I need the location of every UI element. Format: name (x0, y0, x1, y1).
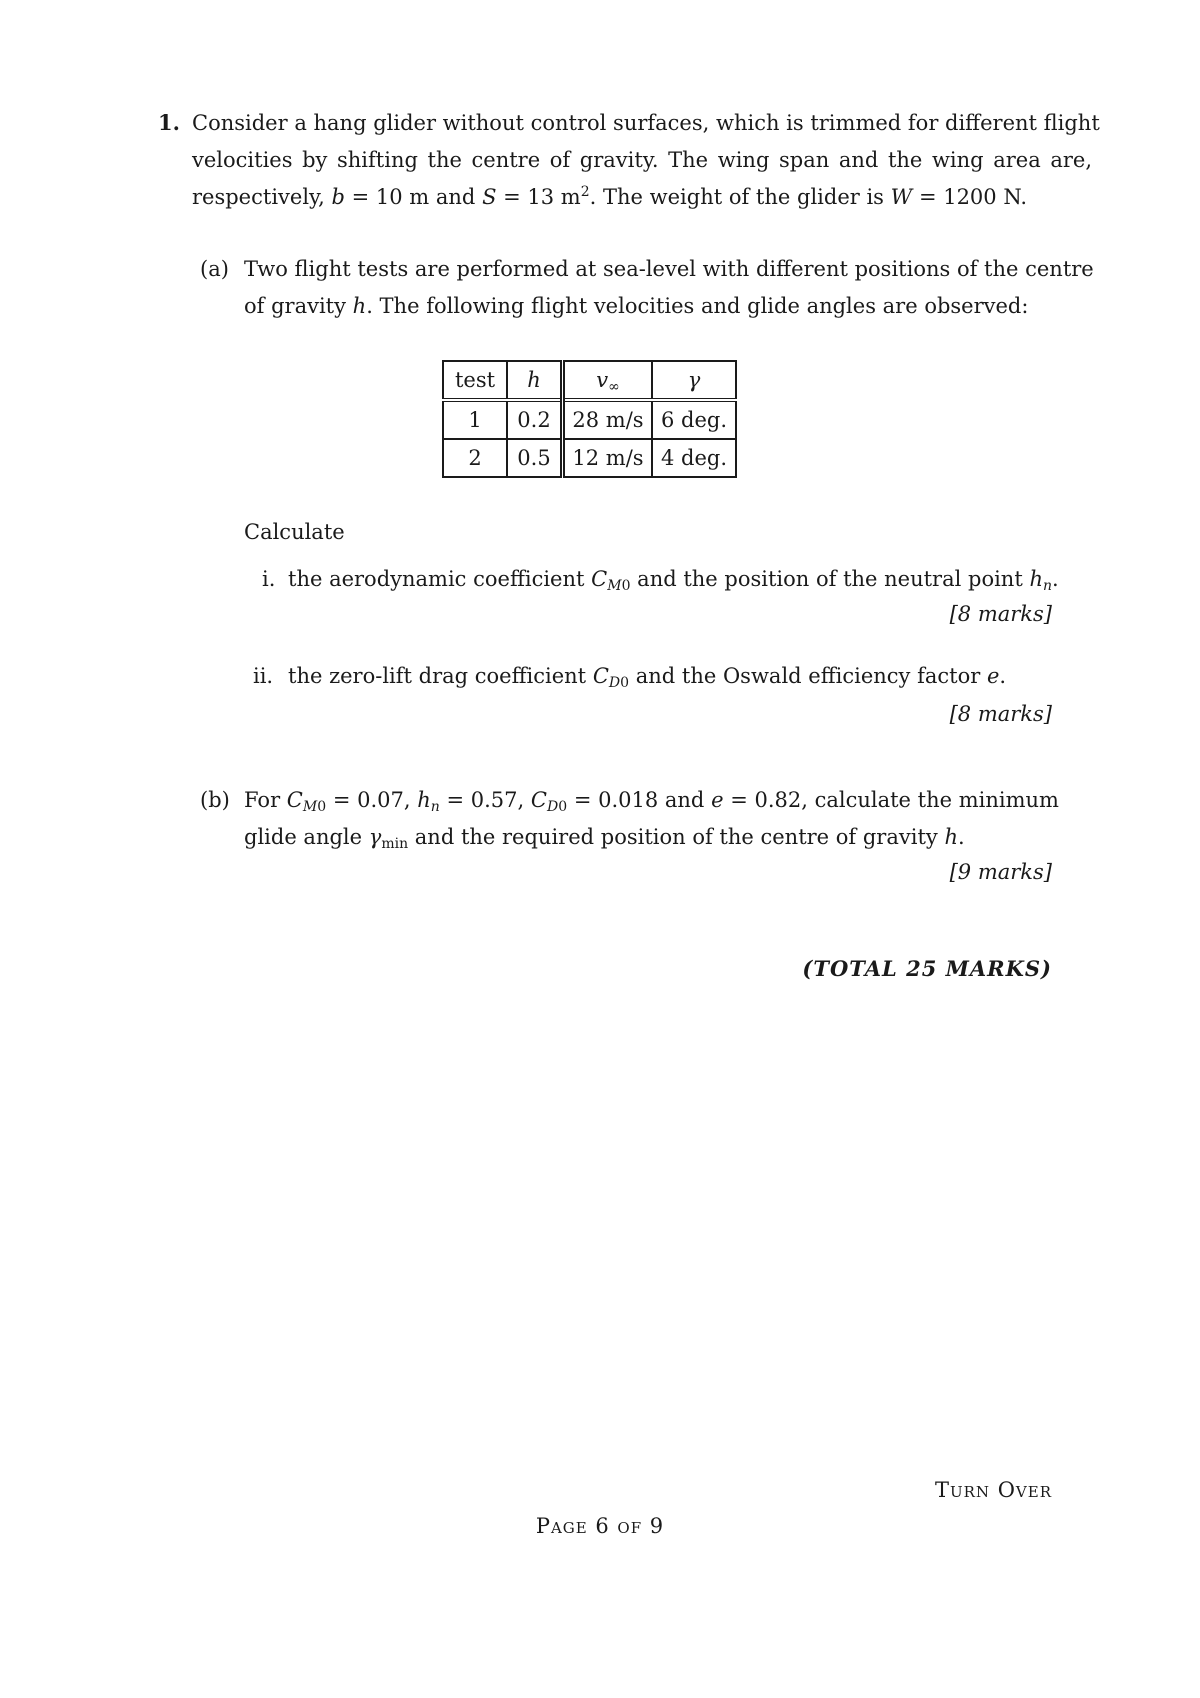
header-gamma: γ (652, 361, 736, 400)
cell-test: 1 (443, 400, 507, 439)
cell-glide-angle: 6 deg. (652, 400, 736, 439)
sub-i-label: i. (262, 567, 276, 591)
page-number: Page 6 of 9 (535, 1514, 665, 1538)
header-h: h (507, 361, 563, 400)
part-a-label: (a) (200, 257, 229, 281)
table-header-row (443, 361, 736, 400)
question-number: 1. (158, 110, 180, 135)
sub-i-text: the aerodynamic coefficient $C_{M0}$ and the position of the neutral point $h_n$. (288, 567, 1059, 594)
turn-over-label: Turn Over (934, 1478, 1052, 1502)
part-b-label: (b) (200, 788, 230, 812)
intro-line-3: respectively, b = 10 m and S = 13 $m^2$. The weight of the glider is W = 1200 N. (192, 184, 1028, 209)
header-v-inf: $v_\infty$ (563, 361, 653, 400)
sub-ii-marks: [8 marks] (949, 702, 1052, 726)
cell-h: 0.2 (507, 400, 563, 439)
calculate-label: Calculate (244, 520, 345, 544)
flight-test-table (442, 360, 737, 478)
part-b-marks: [9 marks] (949, 860, 1052, 884)
cell-glide-angle: 4 deg. (652, 439, 736, 477)
table-row (443, 400, 736, 439)
part-a-line-1: Two flight tests are performed at sea-level with different positions of the centre (244, 257, 1094, 281)
sub-ii-label: ii. (253, 664, 274, 688)
cell-test: 2 (443, 439, 507, 477)
part-b-line-1: For $C_{M0} = 0.07$, $h_n = 0.57$, $C_{D0} = 0.018$ and e = 0.82, calculate the minimum (244, 788, 1059, 815)
intro-line-2: velocities by shifting the centre of gravity. The wing span and the wing area are, (192, 148, 1092, 172)
cell-velocity: 28 m/s (563, 400, 653, 439)
intro-line-1: Consider a hang glider without control surfaces, which is trimmed for different flight (192, 111, 1100, 135)
header-test: test (443, 361, 507, 400)
part-b-line-2: glide angle $\gamma_{min}$ and the required position of the centre of gravity h. (244, 825, 965, 852)
cell-h: 0.5 (507, 439, 563, 477)
cell-velocity: 12 m/s (563, 439, 653, 477)
sub-i-marks: [8 marks] (949, 602, 1052, 626)
table-row (443, 439, 736, 477)
sub-ii-text: the zero-lift drag coefficient $C_{D0}$ and the Oswald efficiency factor e. (288, 664, 1007, 691)
total-marks: (TOTAL 25 MARKS) (802, 956, 1052, 981)
part-a-line-2: of gravity h. The following flight velocities and glide angles are observed: (244, 294, 1029, 318)
